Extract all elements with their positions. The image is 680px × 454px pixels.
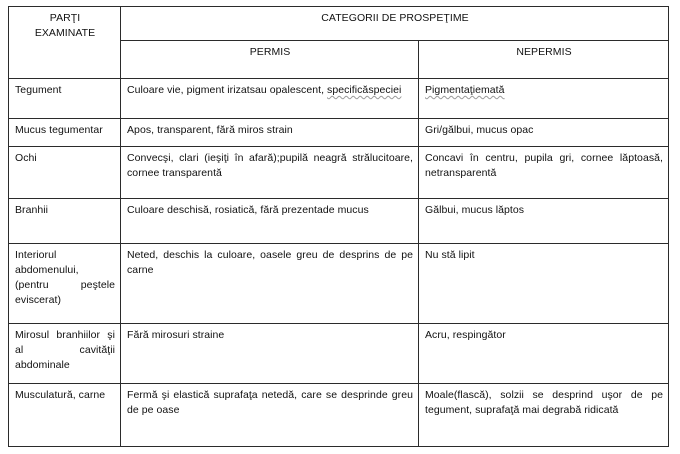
header-parti-examinate	[9, 7, 121, 79]
table-row	[9, 147, 669, 199]
table-row	[9, 384, 669, 447]
header-parti-line1: PARŢI	[49, 12, 81, 24]
row-label-mucus-tegumentar: Mucus tegumentar	[9, 119, 121, 147]
table-row	[9, 199, 669, 244]
fish-freshness-table	[8, 6, 669, 447]
header-parti-line2: EXAMINATE	[34, 26, 96, 39]
header-nepermis: NEPERMIS	[419, 41, 669, 79]
header-categorii-prospetime: CATEGORII DE PROSPEŢIME	[121, 7, 669, 41]
cell-nepermis-tegument	[419, 79, 669, 119]
cell-permis-branhii: Culoare deschisă, rosiatică, fără prezentade mucus	[121, 199, 419, 244]
header-permis: PERMIS	[121, 41, 419, 79]
cell-nepermis-interiorul-abdomenului: Nu stă lipit	[419, 244, 669, 324]
cell-permis-mirosul-branhiilor: Fără mirosuri straine	[121, 324, 419, 384]
table-row	[9, 244, 669, 324]
row-label-mirosul-branhiilor: Mirosul branhiilor şi al cavităţii abdominale	[9, 324, 121, 384]
cell-nepermis-ochi: Concavi în centru, pupila gri, cornee lăptoasă, netransparentă	[419, 147, 669, 199]
cell-permis-interiorul-abdomenului: Neted, deschis la culoare, oasele greu de desprins de pe carne	[121, 244, 419, 324]
spellcheck-flagged-text: Pigmentaţiemată	[425, 84, 505, 96]
table-header-row-main	[9, 7, 669, 41]
row-label-branhii: Branhii	[9, 199, 121, 244]
cell-permis-ochi: Convecşi, clari (ieşiţi în afară);pupilă neagră strălucitoare, cornee transparentă	[121, 147, 419, 199]
cell-nepermis-mucus-tegumentar: Gri/gălbui, mucus opac	[419, 119, 669, 147]
row-label-tegument: Tegument	[9, 79, 121, 119]
cell-permis-musculatura-carne: Fermă şi elastică suprafaţa netedă, care se desprinde greu de pe oase	[121, 384, 419, 447]
cell-permis-mucus-tegumentar: Apos, transparent, fără miros strain	[121, 119, 419, 147]
cell-permis-tegument	[121, 79, 419, 119]
cell-text: Culoare vie, pigment irizatsau opalescent,	[127, 84, 328, 96]
cell-nepermis-musculatura-carne: Moale(flască), solzii se desprind uşor de pe tegument, suprafaţă mai degrabă ridicată	[419, 384, 669, 447]
table-row	[9, 119, 669, 147]
row-label-musculatura-carne: Musculatură, carne	[9, 384, 121, 447]
row-label-interiorul-abdomenului: Interiorul abdomenului, (pentru peştele eviscerat)	[9, 244, 121, 324]
cell-nepermis-mirosul-branhiilor: Acru, respingător	[419, 324, 669, 384]
row-label-ochi: Ochi	[9, 147, 121, 199]
table-row	[9, 79, 669, 119]
cell-nepermis-branhii: Gălbui, mucus lăptos	[419, 199, 669, 244]
spellcheck-flagged-text: specificăspeciei	[327, 84, 402, 96]
table-row	[9, 324, 669, 384]
